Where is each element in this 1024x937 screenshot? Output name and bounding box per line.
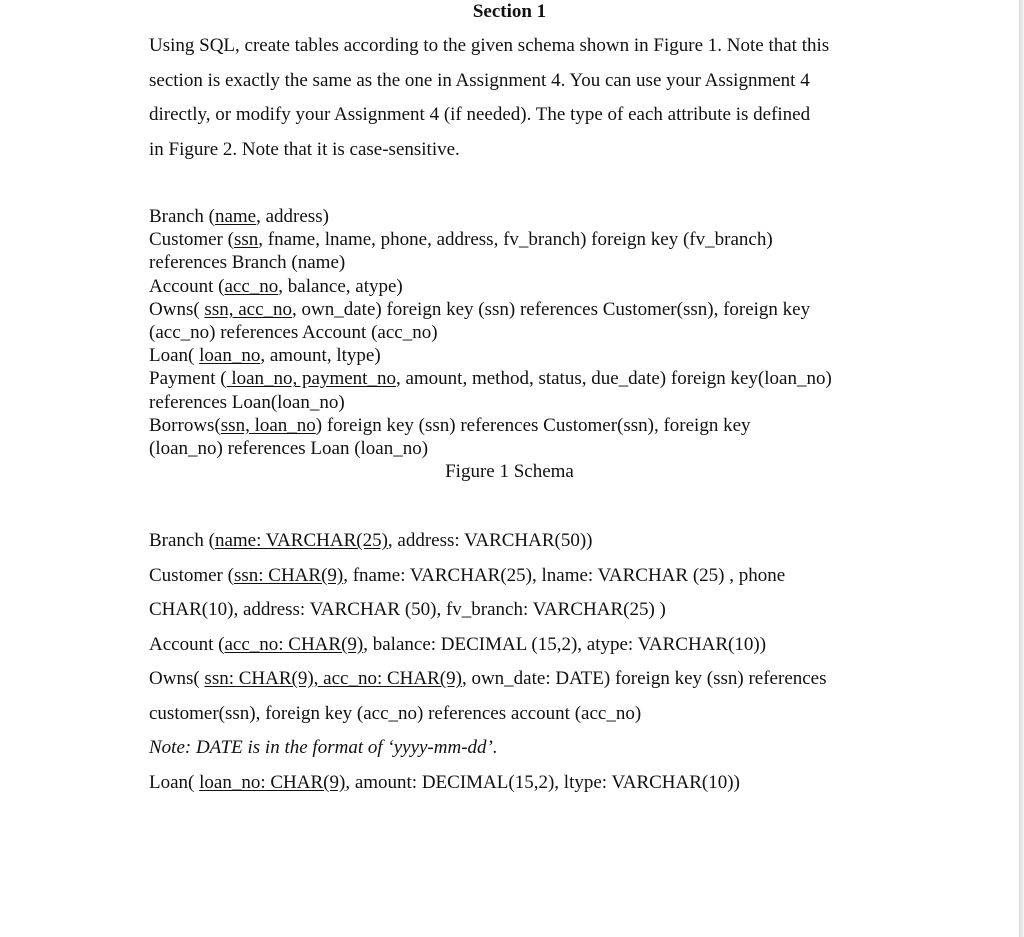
text-segment: , balance, atype) — [278, 275, 403, 297]
schema-customer-cont: references Branch (name) — [149, 252, 346, 274]
primary-key: loan_no, payment_no — [226, 368, 396, 390]
type-branch — [149, 524, 889, 559]
text-segment: , address: VARCHAR(50)) — [387, 530, 593, 551]
primary-key: acc_no: CHAR(9) — [224, 633, 364, 655]
text-segment: , amount: DECIMAL(15,2), ltype: VARCHAR(10)) — [345, 771, 740, 793]
text-segment: , balance: DECIMAL (15,2), atype: VARCHAR(10)) — [363, 633, 767, 655]
date-format-note: Note: DATE is in the format of ‘yyyy-mm-dd’. — [149, 737, 498, 758]
text-segment: , amount, method, status, due_date) foreign key(loan_no) — [395, 368, 832, 390]
text-segment: Owns( — [149, 668, 205, 689]
text-segment: Account ( — [149, 275, 225, 297]
text-segment: Payment ( — [149, 368, 227, 390]
text-segment: , fname: VARCHAR(25), lname: VARCHAR (25) , phone — [343, 564, 786, 586]
primary-key: ssn, loan_no — [220, 414, 316, 436]
schema-owns — [149, 298, 889, 321]
schema-borrows-cont: (loan_no) references Loan (loan_no) — [149, 438, 429, 460]
text-segment: Loan( — [149, 345, 200, 367]
text-segment: Branch ( — [149, 206, 215, 227]
schema-owns-cont: (acc_no) references Account (acc_no) — [149, 322, 438, 344]
schema-customer — [149, 228, 889, 251]
schema-borrows — [149, 414, 889, 437]
text-segment: Owns( — [149, 298, 205, 320]
text-segment: , own_date) foreign key (ssn) references Customer(ssn), foreign key — [292, 298, 811, 320]
text-segment: Loan( — [149, 771, 200, 793]
primary-key: name: VARCHAR(25) — [214, 530, 388, 551]
schema-loan — [149, 344, 889, 367]
type-account — [149, 628, 889, 663]
type-customer — [149, 559, 889, 594]
intro-line: directly, or modify your Assignment 4 (if needed). The type of each attribute is defined — [149, 104, 811, 125]
text-segment: , address) — [256, 206, 329, 227]
type-owns-cont: customer(ssn), foreign key (acc_no) references account (acc_no) — [149, 702, 642, 724]
section-heading: Section 1 — [472, 1, 547, 22]
types-block — [149, 524, 889, 800]
type-customer-cont: CHAR(10), address: VARCHAR (50), fv_branch: VARCHAR(25) ) — [149, 599, 666, 620]
text-segment: Customer ( — [149, 229, 234, 251]
text-segment: Account ( — [149, 633, 225, 655]
type-loan — [149, 766, 889, 801]
text-segment: Customer ( — [149, 564, 234, 586]
primary-key: loan_no: CHAR(9) — [199, 771, 346, 793]
primary-key: ssn: CHAR(9), acc_no: CHAR(9) — [204, 668, 462, 689]
page-edge — [1019, 0, 1024, 937]
schema-payment — [149, 367, 889, 390]
figure-1-caption: Figure 1 Schema — [445, 461, 574, 482]
intro-line: section is exactly the same as the one in Assignment 4. You can use your Assignment 4 — [149, 69, 810, 91]
schema-payment-cont: references Loan(loan_no) — [149, 391, 345, 413]
intro-line: in Figure 2. Note that it is case-sensitive. — [149, 138, 460, 160]
text-segment: ) foreign key (ssn) references Customer(ssn), foreign key — [315, 414, 751, 436]
primary-key: loan_no — [199, 345, 261, 367]
schema-account — [149, 275, 889, 298]
schema-block — [149, 205, 889, 460]
primary-key: acc_no — [224, 275, 279, 297]
text-segment: Branch ( — [149, 530, 215, 551]
text-segment: , fname, lname, phone, address, fv_branch) foreign key (fv_branch) — [258, 229, 773, 251]
text-segment: , own_date: DATE) foreign key (ssn) references — [461, 668, 827, 689]
intro-paragraph — [149, 29, 879, 167]
primary-key: ssn, acc_no — [204, 298, 293, 320]
type-owns — [149, 662, 889, 697]
text-segment: Borrows( — [149, 414, 221, 436]
text-segment: , amount, ltype) — [260, 345, 381, 367]
primary-key: name — [214, 206, 257, 227]
schema-branch — [149, 205, 889, 228]
primary-key: ssn: CHAR(9) — [233, 564, 344, 586]
primary-key: ssn — [233, 229, 259, 251]
intro-line: Using SQL, create tables according to the given schema shown in Figure 1. Note that this — [149, 35, 830, 56]
